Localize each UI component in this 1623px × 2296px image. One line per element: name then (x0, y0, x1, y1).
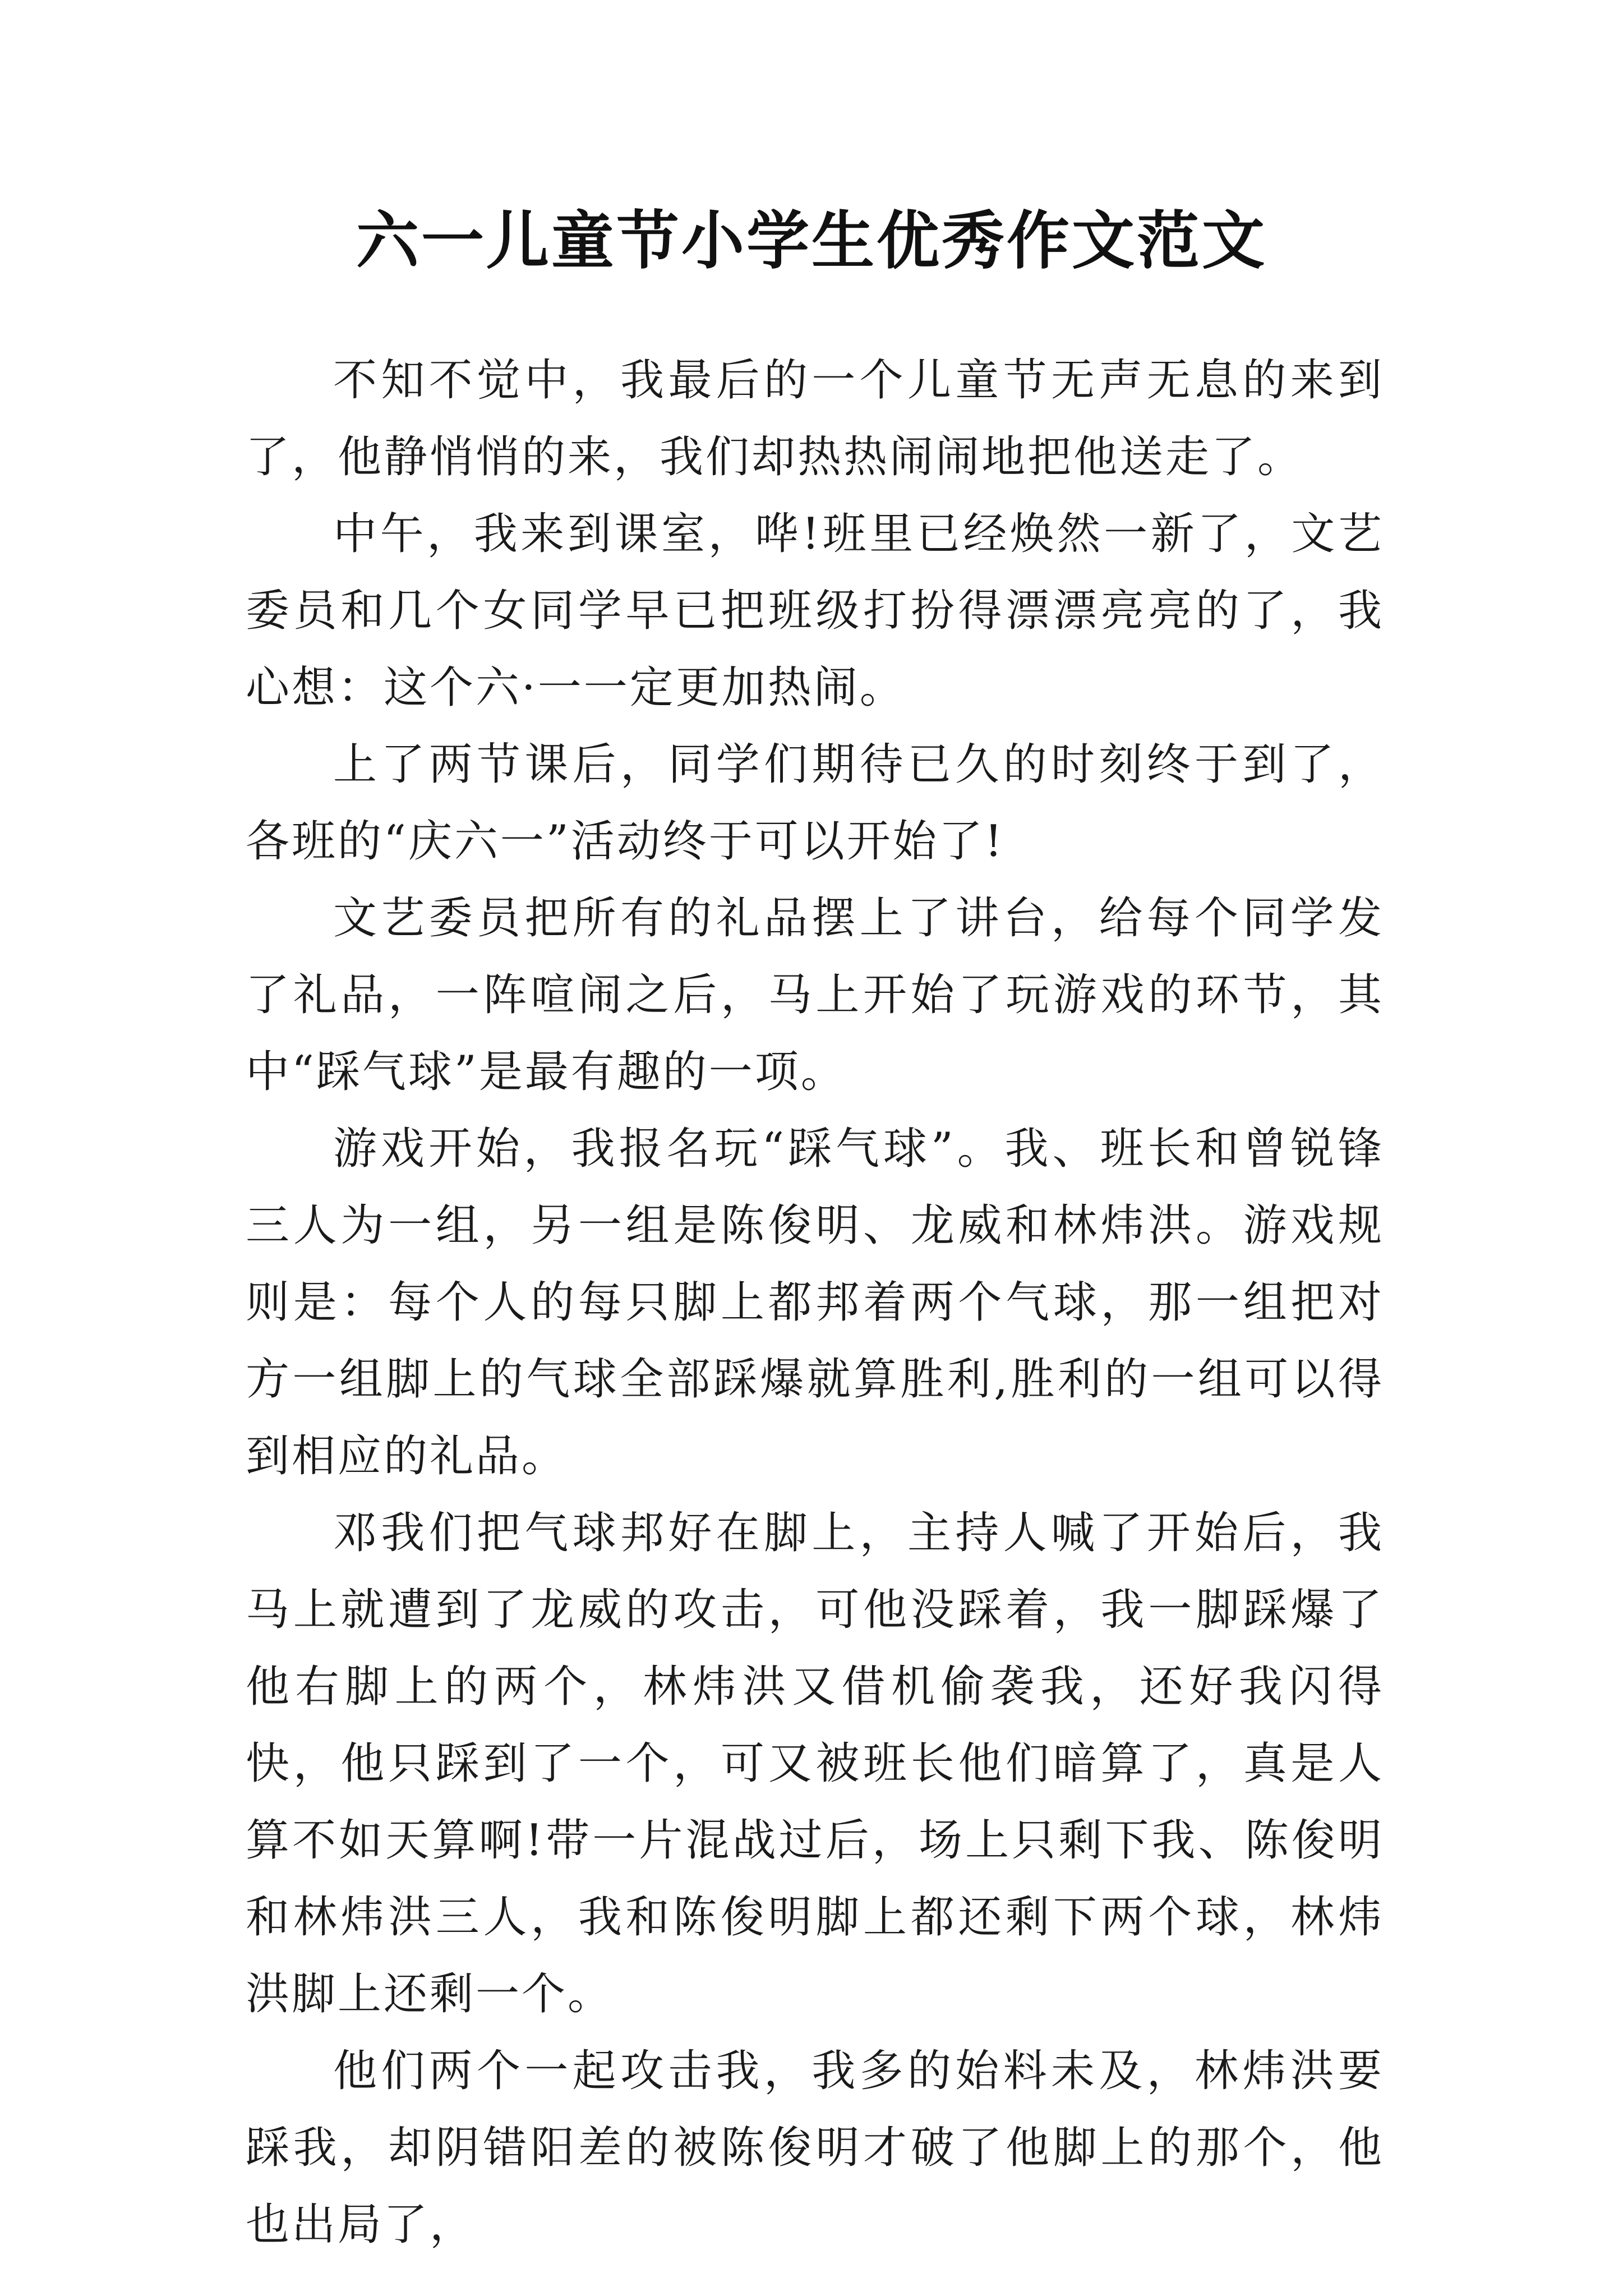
paragraph: 他们两个一起攻击我，我多的始料未及，林炜洪要踩我，却阴错阳差的被陈俊明才破了他脚上的那个，他也出局了， (246, 2046, 1384, 2250)
paragraph: 上了两节课后，同学们期待已久的时刻终于到了，各班的“庆六一”活动终于可以开始了! (246, 739, 1384, 867)
paragraph: 中午，我来到课室，哗!班里已经焕然一新了，文艺委员和几个女同学早已把班级打扮得漂漂亮亮的了，我心想：这个六·一一定更加热闹。 (246, 509, 1384, 713)
paragraph: 不知不觉中，我最后的一个儿童节无声无息的来到了，他静悄悄的来，我们却热热闹闹地把他送走了。 (246, 355, 1384, 482)
document-title: 六一儿童节小学生优秀作文范文 (356, 204, 1267, 278)
document-body (246, 342, 1384, 2263)
paragraph: 文艺委员把所有的礼品摆上了讲台，给每个同学发了礼品，一阵喧闹之后，马上开始了玩游戏的环节，其中“踩气球”是最有趣的一项。 (246, 893, 1384, 1097)
paragraph: 游戏开始，我报名玩“踩气球”。我、班长和曾锐锋三人为一组，另一组是陈俊明、龙威和林炜洪。游戏规则是：每个人的每只脚上都邦着两个气球，那一组把对方一组脚上的气球全部踩爆就算胜利,胜利的一组可以得到相应的礼品。 (246, 1124, 1384, 1481)
paragraph: 邓我们把气球邦好在脚上，主持人喊了开始后，我马上就遭到了龙威的攻击，可他没踩着，我一脚踩爆了他右脚上的两个，林炜洪又借机偷袭我，还好我闪得快，他只踩到了一个，可又被班长他们暗算了，真是人算不如天算啊!带一片混战过后，场上只剩下我、陈俊明和林炜洪三人，我和陈俊明脚上都还剩下两个球，林炜洪脚上还剩一个。 (246, 1508, 1384, 2019)
